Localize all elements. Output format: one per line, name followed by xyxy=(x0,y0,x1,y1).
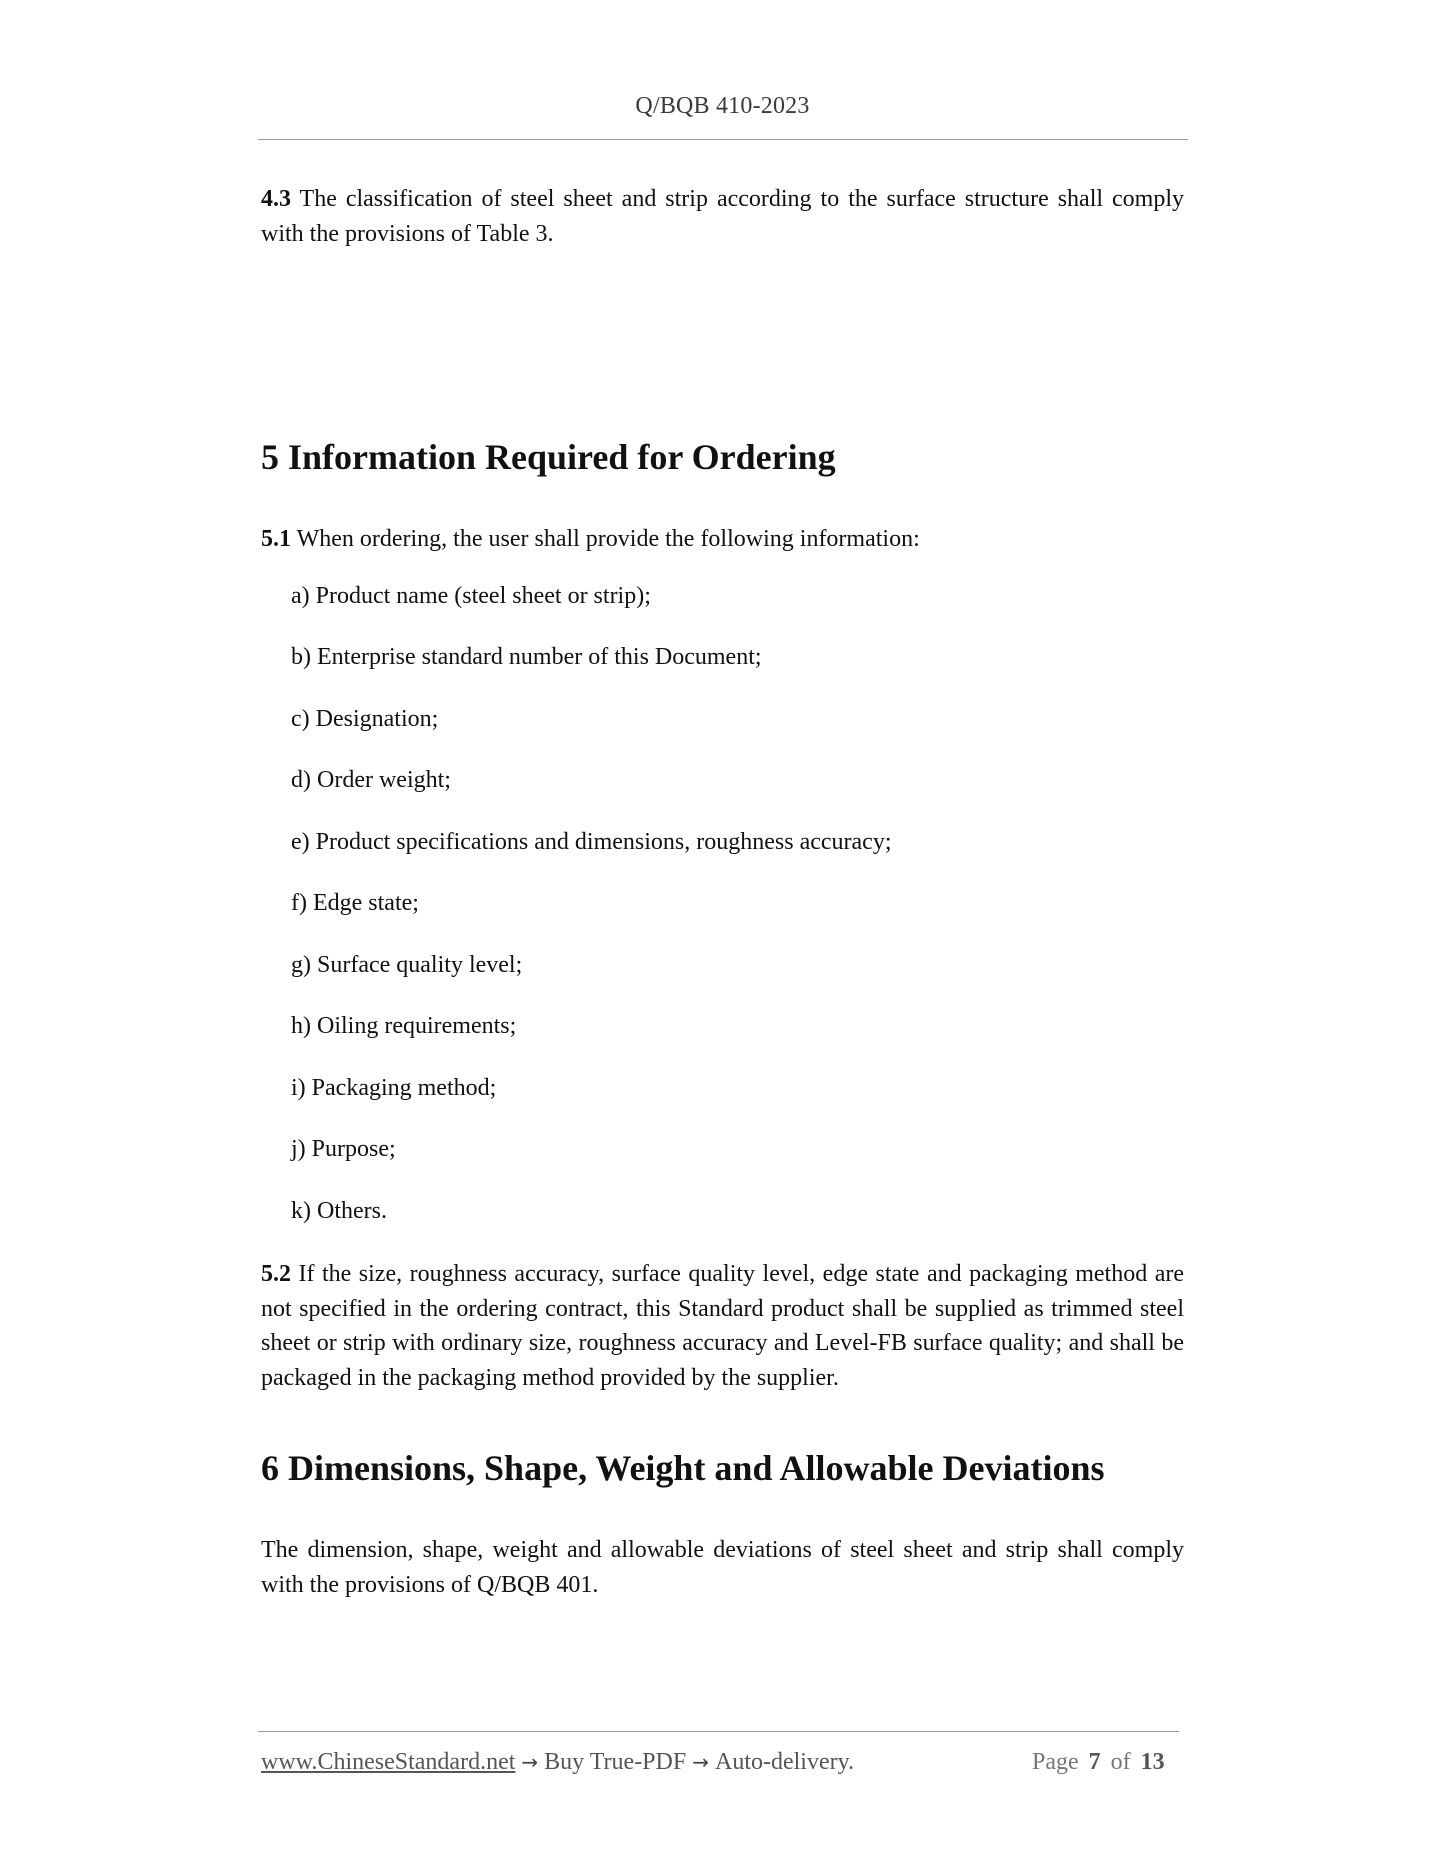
buy-true-pdf-text: Buy True-PDF xyxy=(544,1749,687,1775)
list-item: c) Designation; xyxy=(291,706,439,732)
list-item: d) Order weight; xyxy=(291,767,451,793)
list-item: k) Others. xyxy=(291,1198,387,1224)
page-of-label: of xyxy=(1110,1749,1131,1775)
clause-text: If the size, roughness accuracy, surface quality level, edge state and packaging method are not specified in the ordering contract, this Standard product shall be supplied as trimmed steel sheet or strip with ordinary size, roughness accuracy and Level-FB surface quality; and shall be packaged in the packaging method provided by the supplier. xyxy=(261,1261,1184,1391)
website-link[interactable]: www.ChineseStandard.net xyxy=(261,1749,516,1775)
list-item: f) Edge state; xyxy=(291,890,419,916)
auto-delivery-text: Auto-delivery. xyxy=(714,1749,855,1775)
header-title: Q/BQB 410-2023 xyxy=(635,93,810,119)
list-item: b) Enterprise standard number of this Document; xyxy=(291,644,762,670)
arrow-right-icon: → xyxy=(692,1750,709,1774)
list-item: g) Surface quality level; xyxy=(291,952,523,978)
list-item: e) Product specifications and dimensions, roughness accuracy; xyxy=(291,829,892,855)
clause-number: 5.1 xyxy=(261,526,291,552)
footer-promo xyxy=(261,1749,854,1776)
clause-number: 5.2 xyxy=(261,1261,291,1287)
page-current: 7 xyxy=(1088,1749,1101,1775)
arrow-right-icon: → xyxy=(521,1750,539,1774)
paragraph-4-3 xyxy=(261,182,1184,251)
page-total: 13 xyxy=(1140,1749,1165,1775)
clause-text: The classification of steel sheet and strip according to the surface structure shall comply with the provisions of Table 3. xyxy=(261,186,1184,247)
page-label: Page xyxy=(1032,1749,1079,1775)
clause-number: 4.3 xyxy=(261,186,291,212)
paragraph-6: The dimension, shape, weight and allowable deviations of steel sheet and strip shall comply with the provisions of Q/BQB 401. xyxy=(261,1537,1184,1598)
section-6-heading: 6 Dimensions, Shape, Weight and Allowable Deviations xyxy=(261,1448,1105,1488)
footer-divider xyxy=(258,1731,1179,1732)
section-5-heading: 5 Information Required for Ordering xyxy=(261,437,836,477)
page-indicator xyxy=(1032,1749,1165,1776)
clause-text: When ordering, the user shall provide the following information: xyxy=(291,526,920,552)
paragraph-5-1 xyxy=(261,522,1184,557)
paragraph-5-2 xyxy=(261,1257,1184,1395)
list-item: a) Product name (steel sheet or strip); xyxy=(291,583,651,609)
list-item: j) Purpose; xyxy=(291,1136,396,1162)
header-divider xyxy=(258,139,1188,140)
list-item: h) Oiling requirements; xyxy=(291,1013,517,1039)
list-item: i) Packaging method; xyxy=(291,1075,497,1101)
